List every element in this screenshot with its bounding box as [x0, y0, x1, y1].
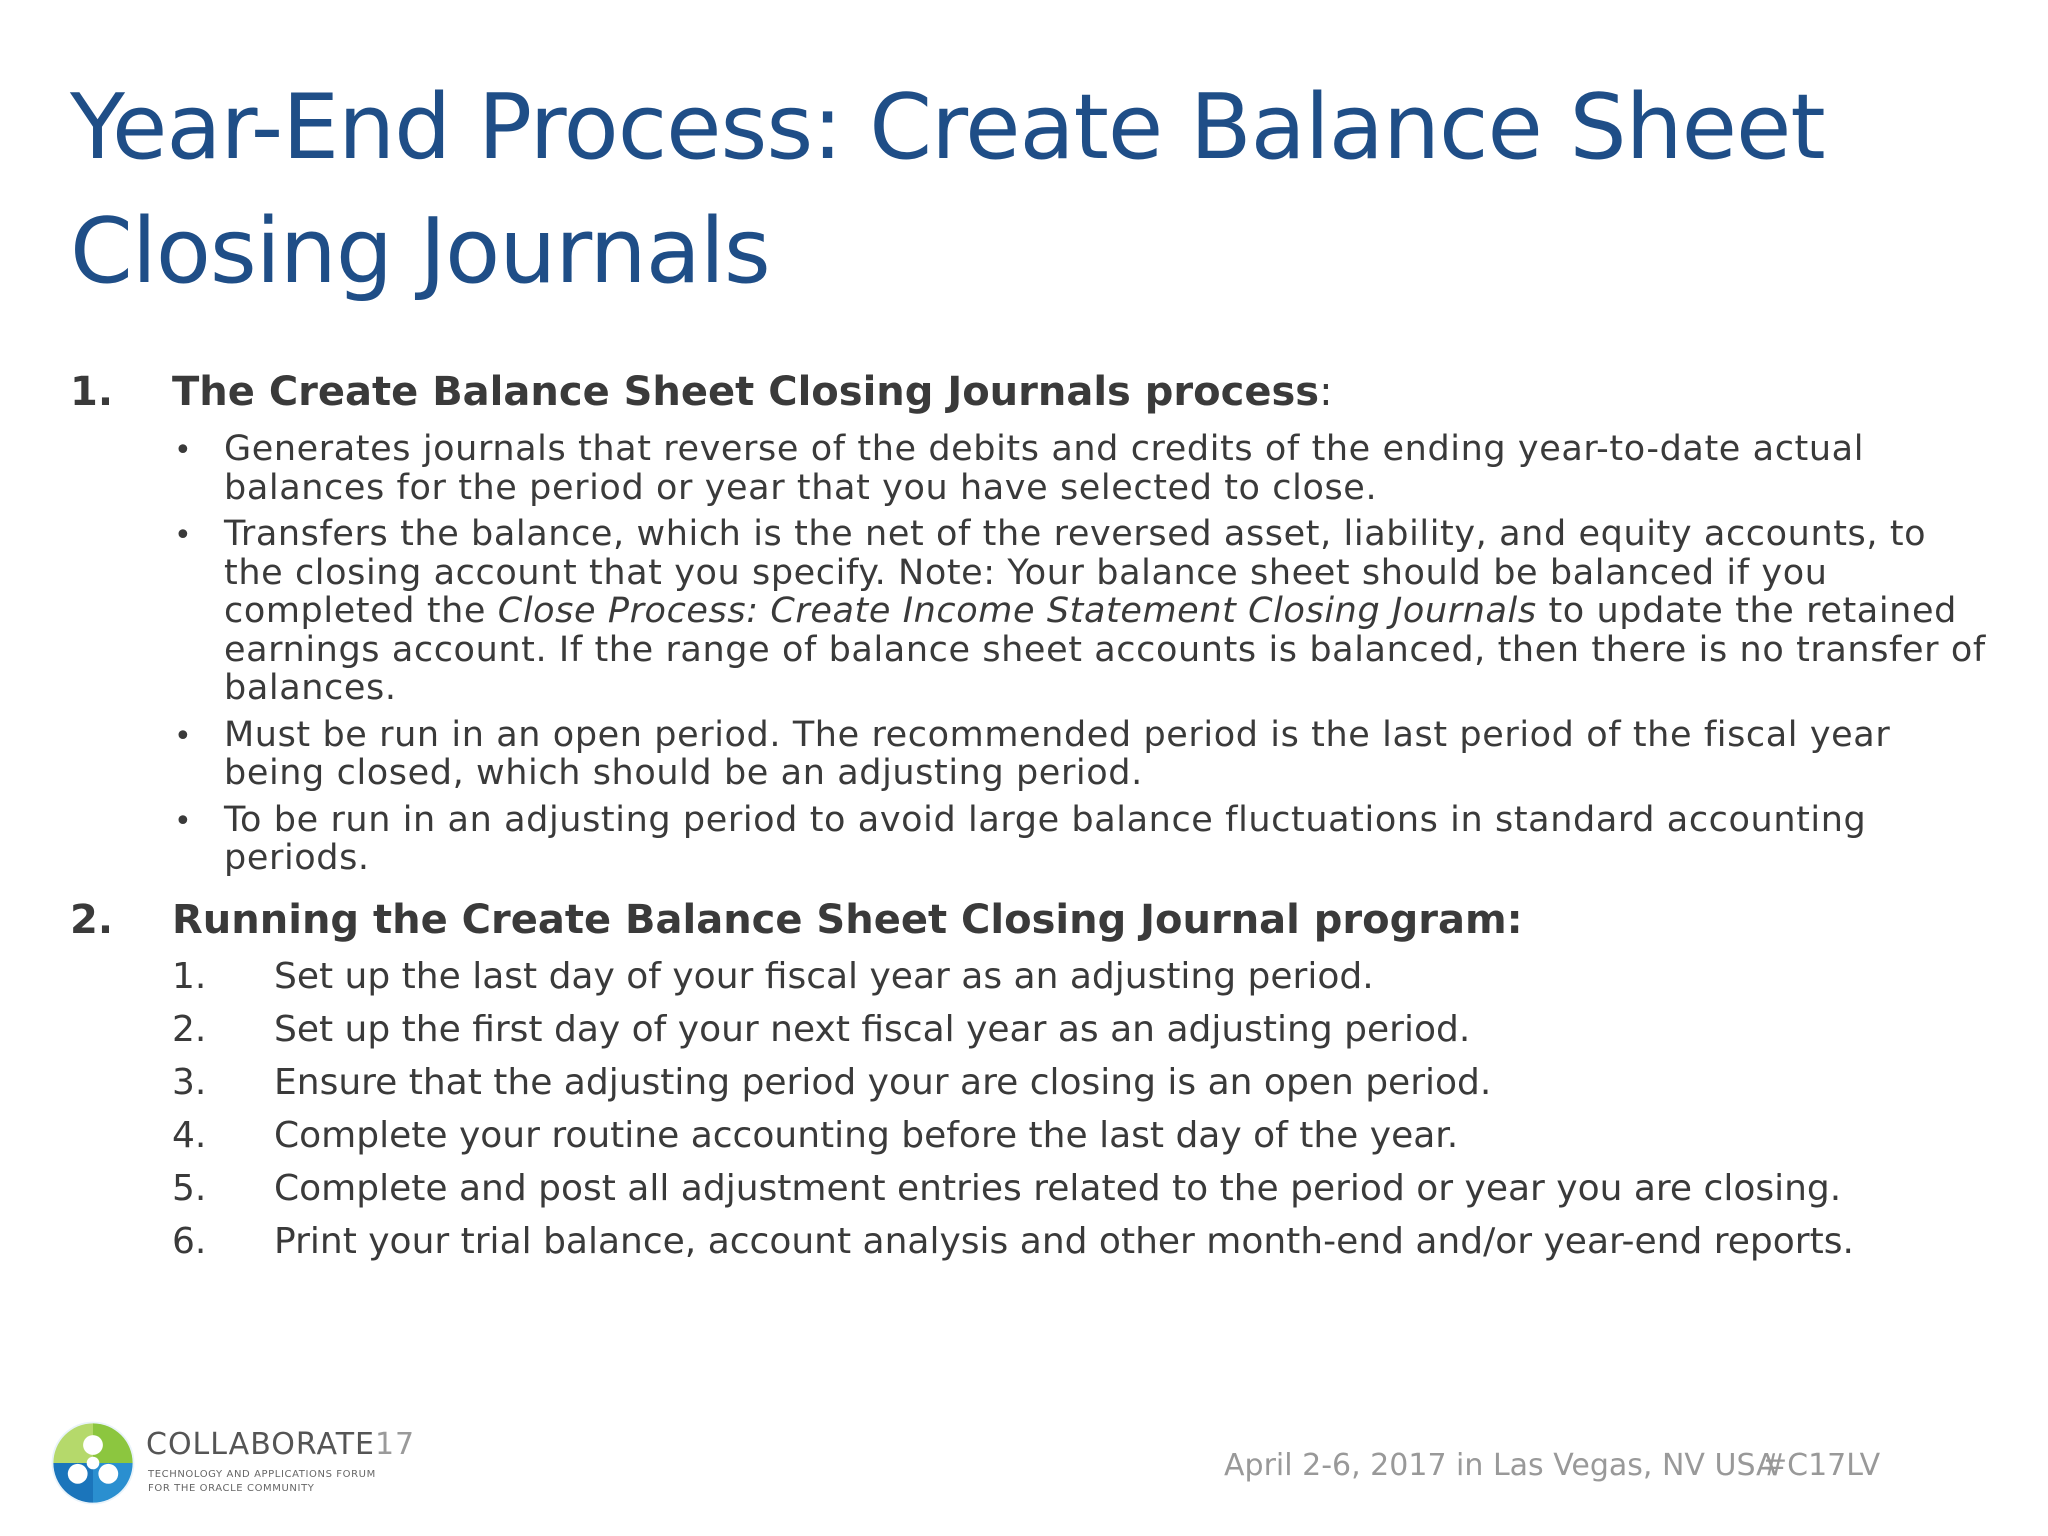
bullet-text: To be run in an adjusting period to avoid large balance fluctuations in standard accounting periods. [224, 799, 1867, 878]
bullet-text: Must be run in an open period. The recommended period is the last period of the fiscal year being closed, which should be an adjusting period. [224, 714, 1891, 793]
step-text: Ensure that the adjusting period your are closing is an open period. [274, 1061, 1492, 1103]
tagline-line-1: TECHNOLOGY AND APPLICATIONS FORUM [148, 1469, 376, 1480]
slide-title [70, 66, 1990, 314]
event-hashtag: #C17LV [1762, 1448, 1881, 1483]
bullet-text: Transfers the balance, which is the net of the reversed asset, liability, and equity accounts, to the closing account that you specify. Note: Your balance sheet should be balanced if you completed the [224, 514, 1927, 631]
section-heading [172, 890, 1990, 950]
bullet-dot: • [174, 433, 193, 468]
section-heading-text: The Create Balance Sheet Closing Journals process [172, 369, 1320, 415]
bullet-text-continued: to update the retained earnings account. If the range of balance sheet accounts is balanced, then there is no transfer of balances. [224, 591, 1986, 708]
step-text: Print your trial balance, account analysis and other month-end and/or year-end reports. [274, 1220, 1854, 1262]
step-item [172, 1162, 1990, 1215]
bullet-dot: • [174, 718, 193, 754]
title-line-1: Year-End Process: Create Balance Sheet [70, 75, 1825, 180]
section-number: 1. [70, 369, 114, 415]
step-number: 5. [172, 1167, 207, 1209]
bullet-item [174, 422, 1990, 508]
bullet-text: Generates journals that reverse of the debits and credits of the ending year-to-date actual balances for the period or year that you have selected to close. [224, 429, 1865, 508]
step-number: 3. [172, 1061, 207, 1103]
step-item [172, 1003, 1990, 1056]
step-text: Set up the last day of your fiscal year as an adjusting period. [274, 955, 1374, 997]
brand-name: COLLABORATE [146, 1427, 375, 1462]
step-text: Complete your routine accounting before the last day of the year. [274, 1114, 1459, 1156]
step-number: 4. [172, 1114, 207, 1156]
section-number: 2. [70, 896, 114, 943]
brand-year: 17 [374, 1427, 416, 1462]
bullet-dot: • [174, 803, 193, 839]
step-item [172, 950, 1990, 1003]
section-heading-text: Running the Create Balance Sheet Closing Journal program: [172, 896, 1523, 943]
step-number: 1. [172, 955, 207, 997]
bullet-item [174, 793, 1990, 878]
bullet-list [70, 422, 1990, 878]
section-heading-colon: : [1319, 369, 1333, 415]
brand-wordmark [146, 1428, 415, 1462]
step-text: Set up the first day of your next fiscal year as an adjusting period. [274, 1008, 1471, 1050]
tagline-line-2: FOR THE ORACLE COMMUNITY [148, 1483, 315, 1494]
step-item [172, 1215, 1990, 1268]
title-line-2: Closing Journals [70, 199, 770, 304]
section-create-closing-journals [70, 362, 1990, 878]
bullet-item [174, 708, 1990, 793]
step-number: 2. [172, 1008, 207, 1050]
section-running-program [70, 890, 1990, 1268]
brand-tagline [148, 1468, 376, 1496]
step-list [70, 950, 1990, 1268]
collaborate-logo-icon [48, 1418, 138, 1508]
step-number: 6. [172, 1220, 207, 1262]
bullet-dot: • [174, 518, 193, 553]
slide-body [70, 362, 1990, 1268]
bullet-item [174, 507, 1990, 708]
section-heading [172, 362, 1990, 422]
step-item [172, 1109, 1990, 1162]
event-date-location: April 2-6, 2017 in Las Vegas, NV USA [1224, 1448, 1777, 1483]
step-item [172, 1056, 1990, 1109]
step-text: Complete and post all adjustment entries related to the period or year you are closing. [274, 1167, 1842, 1209]
bullet-italic-reference: Close Process: Create Income Statement Closing Journals [497, 591, 1537, 631]
